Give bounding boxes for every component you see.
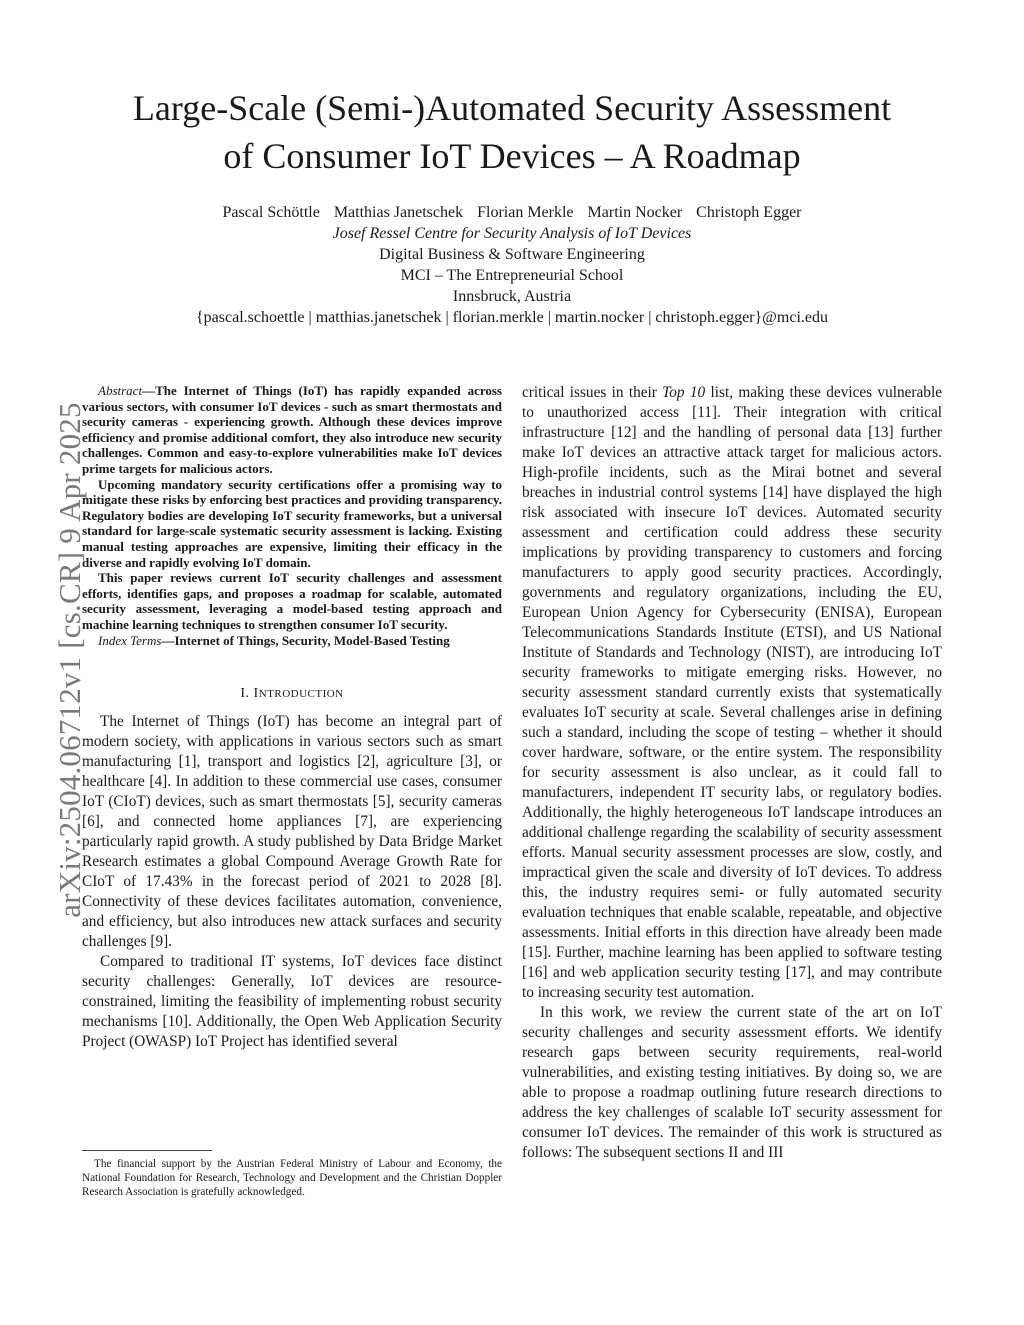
title-line-2: of Consumer IoT Devices – A Roadmap — [223, 136, 801, 176]
funding-footnote: The financial support by the Austrian Federal Ministry of Labour and Economy, the National Foundation for Research, Technology and Development and the Christian Doppler Research Association is gratefully acknowledged. — [82, 1158, 502, 1198]
abstract — [82, 383, 502, 648]
author-emails: {pascal.schoettle | matthias.janetschek | florian.merkle | martin.nocker | christoph.egger}@mci.edu — [195, 309, 829, 326]
author-name: Martin Nocker — [587, 204, 683, 221]
author-name: Christoph Egger — [696, 204, 802, 221]
abstract-paragraph: This paper reviews current IoT security challenges and assessment efforts, identifies gaps, and proposes a roadmap for scalable, automated security assessment, leveraging a model-based testing approach and machine learning techniques to strengthen consumer IoT security. — [82, 570, 502, 632]
arxiv-identifier-stamp: arXiv:2504.06712v1 [cs.CR] 9 Apr 2025 — [52, 402, 87, 918]
affiliation-school: MCI – The Entrepreneurial School — [400, 267, 624, 284]
author-block — [60, 202, 964, 328]
paper-title — [60, 84, 964, 180]
affiliation-department: Digital Business & Software Engineering — [379, 246, 645, 263]
abstract-label: Abstract — [98, 383, 143, 398]
author-name: Pascal Schöttle — [222, 204, 320, 221]
intro-paragraph: Compared to traditional IT systems, IoT devices face distinct security challenges: Generally, IoT devices are resource-constrained, limiting the feasibility of implementing robust security mechanisms [10]. Additionally, the Open Web Application Security Project (OWASP) IoT Project has identified several — [82, 953, 502, 1051]
intro-paragraph-continued: critical issues in their Top 10 list, making these devices vulnerable to unauthorized access [11]. Their integration with critical infrastructure [12] and the handling of personal data [13] further make IoT devices an attractive attack target for malicious actors. High-profile incidents, such as the Mirai botnet and several breaches in industrial control systems [14] have displayed the high risk associated with insecure IoT devices. Automated security assessment and certification could address these security implications by providing transparency to customers and forcing manufacturers to apply good security practices. Accordingly, governments and regulatory organizations, including the EU, European Union Agency for Cybersecurity (ENISA), European Telecommunications Standards Institute (ETSI), and US National Institute of Standards and Technology (NIST), are introducing IoT security frameworks to mitigate emerging risks. However, no security assessment standard currently exists that systematically evaluates IoT security at scale. Several challenges arise in defining such a standard, including the scope of testing – whether it should cover hardware, software, or the entire system. The responsibility for security assessment is also unclear, as it could fall to manufacturers, independent IT security labs, or regulatory bodies. Additionally, the highly heterogeneous IoT landscape introduces an additional challenge regarding the scalability of security assessment efforts. Manual security assessment processes are slow, costly, and impractical given the scale and diversity of IoT devices. To address this, the industry requires semi- or fully automated security evaluation techniques that enable scalable, repeatable, and objective assessments. Initial efforts in this direction have already been made [15]. Further, machine learning has been applied to software testing [16] and web application security testing [17], and may contribute to increasing security test automation. — [522, 384, 942, 1001]
author-name: Florian Merkle — [477, 204, 574, 221]
author-name: Matthias Janetschek — [333, 204, 464, 221]
index-terms-label: Index Terms — [98, 632, 162, 648]
right-column — [522, 383, 942, 1163]
intro-paragraph: In this work, we review the current state of the art on IoT security challenges and security assessment efforts. We identify research gaps between security requirements, real-world vulnerabilities, and existing testing initiatives. By doing so, we are able to propose a roadmap outlining future research directions to address the key challenges of scalable IoT security assessment for consumer IoT devices. The remainder of this work is structured as follows: The subsequent sections II and III — [522, 1004, 942, 1161]
abstract-paragraph: Abstract—The Internet of Things (IoT) has rapidly expanded across various sectors, with consumer IoT devices - such as smart thermostats and security cameras - experiencing growth. Although these devices improve efficiency and promise additional comfort, they also introduce new security challenges. Common and easy-to-explore vulnerabilities make IoT devices prime targets for malicious actors. — [82, 383, 502, 476]
section-heading-introduction: I. INTRODUCTION — [240, 686, 344, 702]
affiliation-city: Innsbruck, Austria — [452, 288, 572, 305]
abstract-paragraph: Upcoming mandatory security certifications offer a promising way to mitigate these risks by enforcing best practices and providing transparency. Regulatory bodies are developing IoT security frameworks, but a universal standard for large-scale systematic security assessment is lacking. Existing manual testing approaches are expensive, limiting their efficacy in the diverse and rapidly evolving IoT domain. — [82, 476, 502, 570]
intro-paragraph: The Internet of Things (IoT) has become an integral part of modern society, with applications in various sectors such as smart manufacturing [1], transport and logistics [2], agriculture [3], or healthcare [4]. In addition to these commercial use cases, consumer IoT (CIoT) devices, such as smart thermostats [5], security cameras [6], and connected home appliances [7], are experiencing particularly rapid growth. A study published by Data Bridge Market Research estimates a global Compound Average Growth Rate for CIoT of 17.43% in the forecast period of 2021 to 2028 [8]. Connectivity of these devices facilitates automation, convenience, and efficiency, but also introduces new attack surfaces and security challenges [9]. — [82, 713, 502, 951]
affiliation-centre: Josef Ressel Centre for Security Analysis of IoT Devices — [332, 225, 692, 242]
author-names — [60, 202, 964, 223]
footnote-divider — [82, 1150, 212, 1151]
left-column — [82, 383, 502, 1052]
title-line-1: Large-Scale (Semi-)Automated Security Assessment — [132, 88, 892, 128]
index-terms: Index Terms—Internet of Things, Security, Model-Based Testing — [98, 632, 450, 648]
